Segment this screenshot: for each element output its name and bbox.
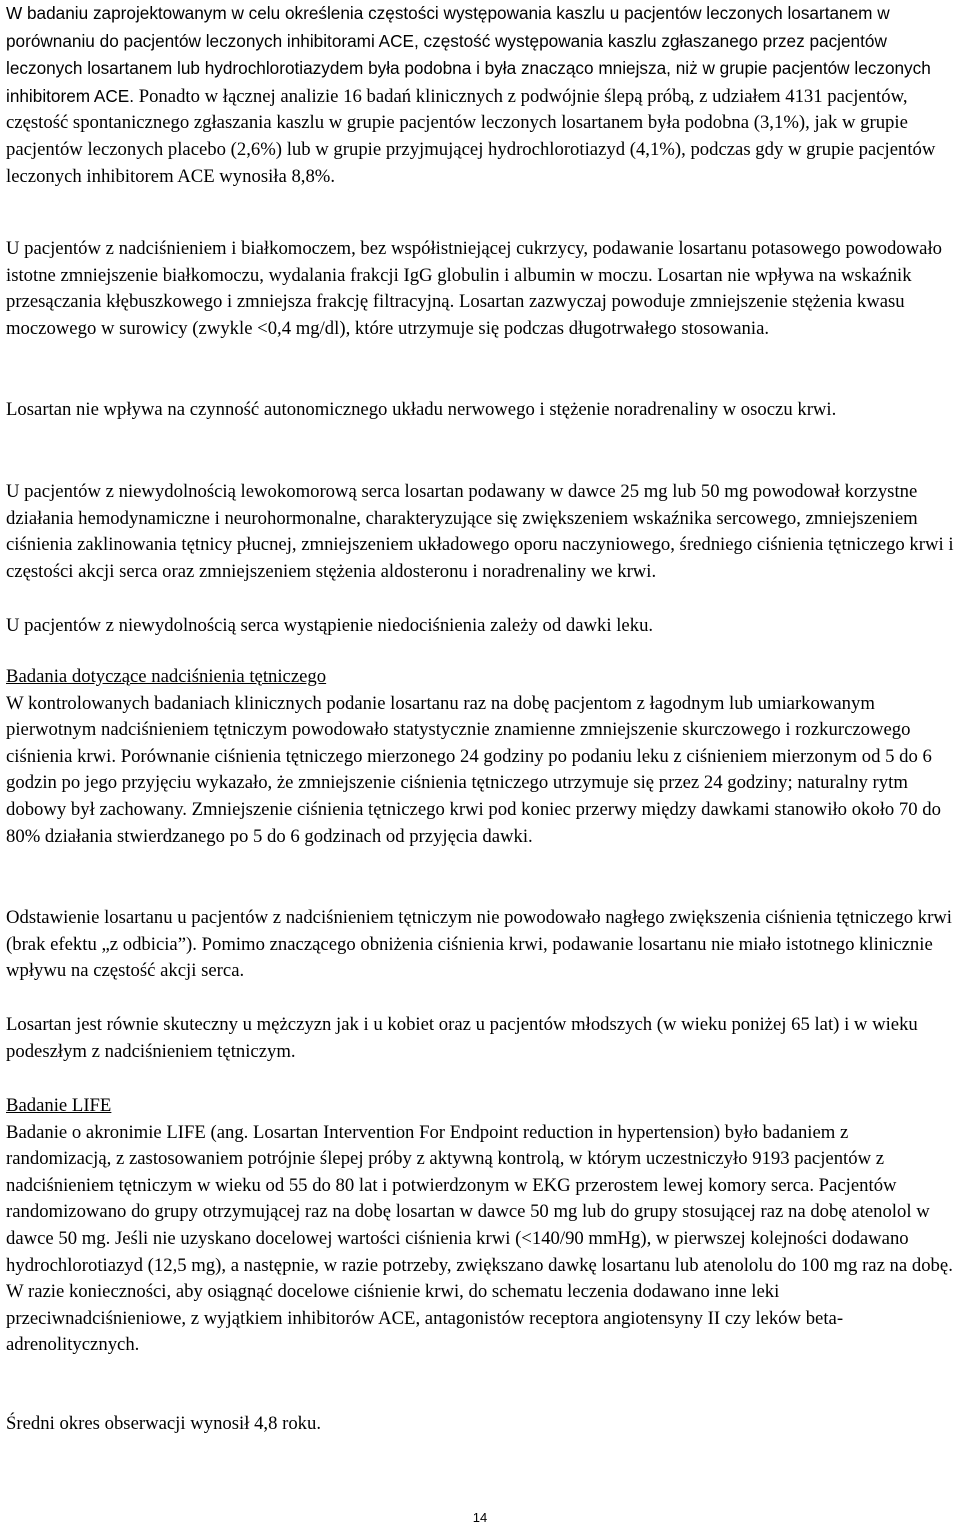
page-number: 14 bbox=[472, 1510, 488, 1525]
paragraph-heart-failure: U pacjentów z niewydolnością lewokomorową serca losartan podawany w dawce 25 mg lub 50 mg powodował korzystne działania hemodynamiczne i neurohormonalne, charakteryzujące się zwiększeniem wskaźnika sercowego, zmniejszeniem ciśnienia zaklinowania tętnicy płucnej, zmniejszeniem układowego oporu naczyniowego, średniego ciśnienia tętniczego krwi i częstości akcji serca oraz zmniejszeniem stężenia aldosteronu i noradrenaliny we krwi. bbox=[6, 481, 954, 582]
paragraph-proteinuria: U pacjentów z nadciśnieniem i białkomoczem, bez współistniejącej cukrzycy, podawanie losartanu potasowego powodowało istotne zmniejszenie białkomoczu, wydalania frakcji IgG globulin i albumin w moczu. Losartan nie wpływa na wskaźnik przesączania kłębuszkowego i zmniejsza frakcję filtracyjną. Losartan zazwyczaj powoduje zmniejszenie stężenia kwasu moczowego w surowicy (zwykle <0,4 mg/dl), które utrzymuje się podczas długotrwałego stosowania. bbox=[6, 238, 942, 339]
paragraph-heart-failure-hypotension: U pacjentów z niewydolnością serca wystąpienie niedociśnienia zależy od dawki leku. bbox=[6, 615, 654, 636]
paragraph-withdrawal: Odstawienie losartanu u pacjentów z nadciśnieniem tętniczym nie powodowało nagłego zwiększenia ciśnienia tętniczego krwi (brak efektu „z odbicia”). Pomimo znaczącego obniżenia ciśnienia krwi, podawanie losartanu nie miało istotnego klinicznie wpływu na częstość akcji serca. bbox=[6, 907, 952, 982]
section-heading-hypertension: Badania dotyczące nadciśnienia tętniczego bbox=[6, 666, 327, 687]
paragraph-cough-study-serif: Ponadto w łącznej analizie 16 badań klinicznych z podwójnie ślepą próbą, z udziałem 4131 pacjentów, częstość spontanicznego zgłaszania kaszlu w grupie pacjentów leczonych losartanem była podobna (3,1%), jak w grupie pacjentów leczonych placebo (2,6%) lub w grupie przyjmującej hydrochlorotiazyd (4,1%), podczas gdy w grupie pacjentów leczonych inhibitorem ACE wynosiła 8,8%. bbox=[6, 85, 936, 187]
paragraph-life-study: Badanie o akronimie LIFE (ang. Losartan Intervention For Endpoint reduction in hypertension) było badaniem z randomizacją, z zastosowaniem potrójnie ślepej próby z aktywną kontrolą, w którym uczestniczyło 9193 pacjentów z nadciśnieniem tętniczym w wieku od 55 do 80 lat i potwierdzonym w EKG przerostem lewej komory serca. Pacjentów randomizowano do grupy otrzymującej raz na dobę losartan w dawce 50 mg lub do grupy stosującej raz na dobę atenolol w dawce 50 mg. Jeśli nie uzyskano docelowej wartości ciśnienia krwi (<140/90 mmHg), w pierwszej kolejności dodawano hydrochlorotiazyd (12,5 mg), a następnie, w razie potrzeby, zwiększano dawkę losartanu lub atenololu do 100 mg raz na dobę. W razie konieczności, aby osiągnąć docelowe ciśnienie krwi, do schematu leczenia dodawano inne leki przeciwnadciśnieniowe, z wyjątkiem inhibitorów ACE, antagonistów receptora angiotensyny II czy leków beta-adrenolitycznych. bbox=[6, 1121, 953, 1356]
section-life-study bbox=[6, 1093, 956, 1359]
paragraph-cough-study bbox=[6, 0, 956, 190]
paragraph-autonomic: Losartan nie wpływa na czynność autonomicznego układu nerwowego i stężenie noradrenaliny w osoczu krwi. bbox=[6, 399, 837, 420]
paragraph-follow-up: Średni okres obserwacji wynosił 4,8 roku. bbox=[6, 1413, 322, 1434]
paragraph-efficacy-groups: Losartan jest równie skuteczny u mężczyzn jak i u kobiet oraz u pacjentów młodszych (w wieku poniżej 65 lat) i w wieku podeszłym z nadciśnieniem tętniczym. bbox=[6, 1014, 918, 1062]
section-heading-life: Badanie LIFE bbox=[6, 1095, 112, 1116]
paragraph-cough-study-sans: W badaniu zaprojektowanym w celu określenia częstości występowania kaszlu u pacjentów leczonych losartanem w porównaniu do pacjentów leczonych inhibitorami ACE, częstość występowania kaszlu zgłaszanego przez pacjentów leczonych losartanem lub hydrochlorotiazydem była podobna i była znacząco mniejsza, niż w grupie pacjentów leczonych inhibitorem ACE. bbox=[6, 3, 931, 106]
section-hypertension bbox=[6, 664, 956, 850]
paragraph-hypertension-trials: W kontrolowanych badaniach klinicznych podanie losartanu raz na dobę pacjentom z łagodnym lub umiarkowanym pierwotnym nadciśnieniem tętniczym powodowało statystycznie znamienne zmniejszenie skurczowego i rozkurczowego ciśnienia krwi. Porównanie ciśnienia tętniczego mierzonego 24 godziny po podaniu leku z ciśnieniem mierzonym od 5 do 6 godzin po jego przyjęciu wykazało, że zmniejszenie ciśnienia tętniczego utrzymuje się przez 24 godziny; naturalny rytm dobowy był zachowany. Zmniejszenie ciśnienia tętniczego krwi pod koniec przerwy między dawkami stanowiło około 70 do 80% działania stwierdzanego po 5 do 6 godzinach od przyjęcia dawki. bbox=[6, 692, 941, 847]
